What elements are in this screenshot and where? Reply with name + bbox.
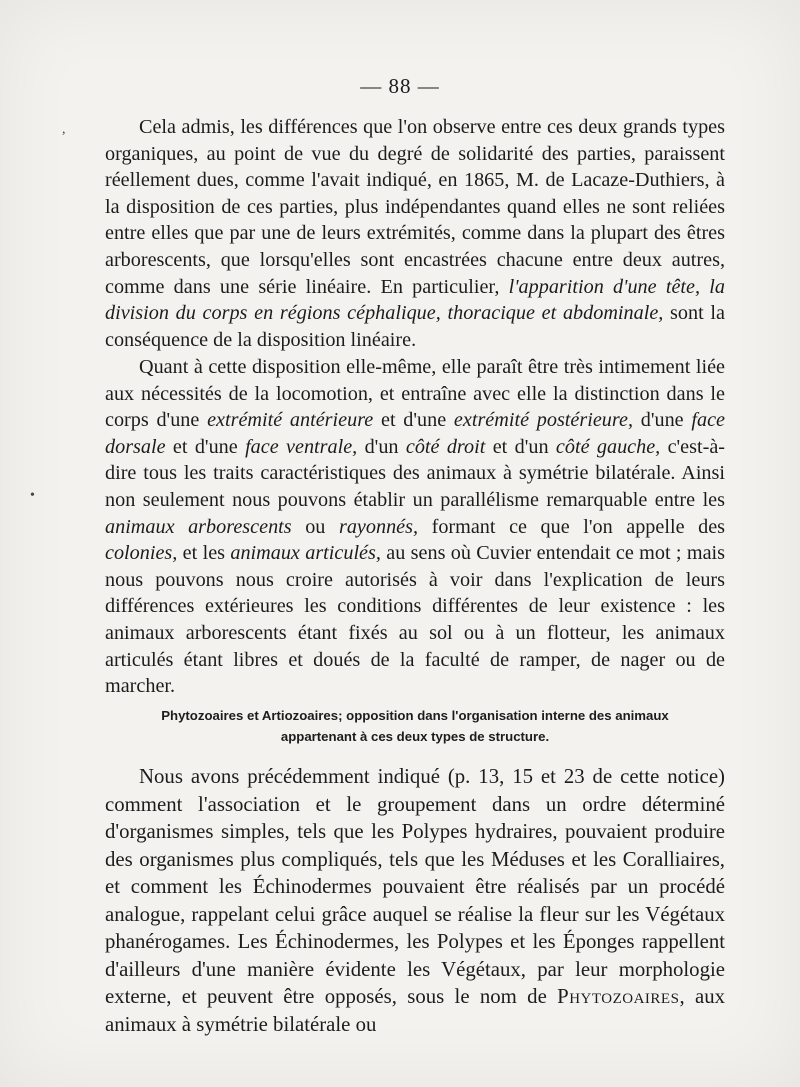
paragraph-2-text-5: d'un [357,435,406,458]
paragraph-2-text-10: et les [177,542,231,565]
paragraph-2-emphasis-9: colonies, [105,542,178,565]
paragraph-2-text-4: et d'une [165,435,246,458]
paragraph-1-text-2: sont la conséquence de la disposition linéaire. [105,302,725,351]
paragraph-2-text-7: c'est-à-dire tous les traits caractéristiques des animaux à symétrie bilatérale. Ainsi non seulement nous pouvons établir un parallélisme remarquable entre les [105,435,726,511]
paragraph-1 [105,114,725,353]
paragraph-2-text-3: d'une [633,409,692,432]
paragraph-2-text-8: ou [291,515,339,538]
paragraph-2-emphasis-8: rayonnés, [338,515,419,538]
paragraph-2-emphasis-1: extrémité antérieure [207,409,374,432]
paragraph-2-emphasis-2: extrémité postérieure, [453,409,634,432]
section-heading-line-2: appartenant à ces deux types de structure. [280,729,550,744]
paragraph-2-text-6: et d'un [485,435,556,458]
paragraph-2-text-11: au sens où Cuvier entendait ce mot ; mais nous pouvons nous croire autorisés à voir dans l'explication de leurs différences extérieures les conditions différentes de leur existence : les animaux arborescents étant fixés au sol ou à un flotteur, les animaux articulés étant libres et doués de la faculté de ramper, de nager ou de marcher. [105,542,725,698]
paragraph-2-emphasis-10: animaux articulés, [230,542,381,565]
paragraph-3-text-1: Nous avons précédemment indiqué (p. 13, 15 et 23 de cette notice) comment l'association et le groupement dans un ordre déterminé d'organismes simples, tels que les Polypes hydraires, pouvaient produire des organismes plus compliqués, tels que les Méduses et les Coralliaires, et comment les Échinodermes pouvaient être réalisés par un procédé analogue, rappelant celui grâce auquel se réalise la fleur sur les Végétaux phanérogames. Les Échinodermes, les Polypes et les Éponges rappellent d'ailleurs d'une manière évidente les Végétaux, par leur morphologie externe, et peuvent être opposés, sous le nom de [105,765,725,1008]
paragraph-2 [105,354,725,700]
paragraph-2-emphasis-7: animaux arborescents [105,515,292,538]
paragraph-1-emphasis-1: l'apparition d'une tête, la division du corps en régions céphalique, thoracique et abdominale, [105,275,725,325]
page-number: — 88 — [360,74,440,98]
paragraph-2-emphasis-5: côté droit [405,435,486,458]
paragraph-1-text-1: Cela admis, les différences que l'on observe entre ces deux grands types organiques, au point de vue du degré de solidarité des parties, paraissent réellement dues, comme l'avait indiqué, en 1865, M. de Lacaze-Duthiers, à la disposition de ces parties, plus indépendantes quand elles ne sont reliées entre elles que par une de leurs extrémités, comme dans la plupart des êtres arborescents, que lorsqu'elles sont encastrées chacune entre deux autres, comme dans une série linéaire. En particulier, [105,116,725,298]
paragraph-2-emphasis-6: côté gauche, [555,435,661,458]
section-heading-line-1: Phytozoaires et Artiozoaires; opposition dans l'organisation interne des animaux [161,708,669,723]
paragraph-2-text-2: et d'une [373,409,454,432]
margin-mark: , [62,122,66,137]
paragraph-2-text-9: formant ce que l'on appelle des [418,515,726,538]
margin-mark: • [30,488,35,503]
section-heading [105,705,725,747]
paragraph-2-emphasis-4: face ventrale, [245,435,358,458]
paragraph-2-text-1: Quant à cette disposition elle-même, elle paraît être très intimement liée aux nécessités de la locomotion, et entraîne avec elle la distinction dans le corps d'une [105,356,725,432]
paragraph-3-text-2: , aux animaux à symétrie bilatérale ou [105,985,725,1036]
paragraph-3 [105,763,725,1038]
paragraph-2-emphasis-3: face dorsale [105,409,725,458]
paragraph-3-small-caps-1: Phytozoaires [557,985,680,1008]
